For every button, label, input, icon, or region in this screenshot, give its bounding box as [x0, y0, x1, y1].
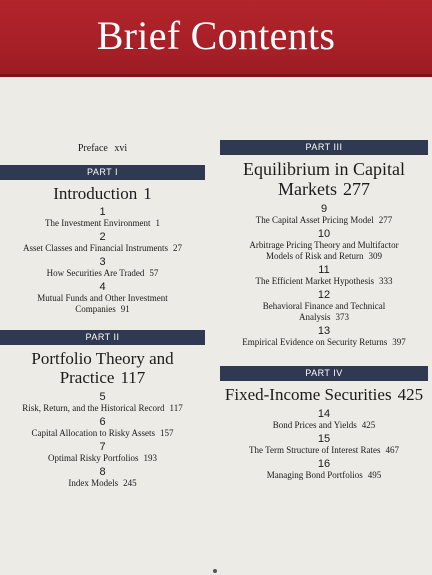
chapter-12[interactable]: 12 Behavioral Finance and Technical Analysis 373: [262, 289, 386, 323]
part-2-title[interactable]: Portfolio Theory and Practice 117: [31, 349, 174, 388]
part-4-bar: PART IV: [220, 366, 428, 381]
part-4-title[interactable]: Fixed-Income Securities 425: [224, 385, 424, 404]
chapter-2[interactable]: 2 Asset Classes and Financial Instruments 27: [23, 231, 182, 254]
part-3-bar: PART III: [220, 140, 428, 155]
chapter-14[interactable]: 14 Bond Prices and Yields 425: [272, 408, 376, 431]
preface-label: Preface: [77, 143, 108, 154]
chapter-15[interactable]: 15 The Term Structure of Interest Rates 467: [249, 433, 399, 456]
part-4-section: [220, 366, 428, 481]
chapter-6[interactable]: 6 Capital Allocation to Risky Assets 157: [31, 416, 174, 439]
chapter-16[interactable]: 16 Managing Bond Portfolios 495: [266, 458, 382, 481]
part-2-bar: PART II: [0, 330, 205, 345]
part-1-bar: PART I: [0, 165, 205, 180]
chapter-11[interactable]: 11 The Efficient Market Hypothesis 333: [255, 264, 393, 287]
page-mark: [213, 569, 217, 573]
part-1-section: [0, 165, 205, 315]
part-3-title[interactable]: Equilibrium in Capital Markets 277: [243, 159, 405, 200]
chapter-4[interactable]: 4 Mutual Funds and Other Investment Companies 91: [37, 281, 168, 315]
preface-entry[interactable]: [0, 143, 205, 154]
chapter-3[interactable]: 3 How Securities Are Traded 57: [46, 256, 159, 279]
chapter-10[interactable]: 10 Arbitrage Pricing Theory and Multifactor Models of Risk and Return 309: [249, 228, 399, 262]
part-3-section: [220, 140, 428, 348]
part-2-section: [0, 330, 205, 489]
page-title: Brief Contents: [96, 13, 336, 58]
preface-page: xvi: [114, 143, 128, 154]
chapter-5[interactable]: 5 Risk, Return, and the Historical Record 117: [22, 391, 183, 414]
chapter-1[interactable]: 1 The Investment Environment 1: [45, 206, 160, 229]
part-1-title[interactable]: Introduction 1: [53, 184, 152, 203]
chapter-8[interactable]: 8 Index Models 245: [68, 466, 137, 489]
chapter-13[interactable]: 13 Empirical Evidence on Security Returns 397: [242, 325, 406, 348]
header-banner: [0, 0, 432, 77]
chapter-7[interactable]: 7 Optimal Risky Portfolios 193: [47, 441, 157, 464]
chapter-9[interactable]: 9 The Capital Asset Pricing Model 277: [255, 203, 393, 226]
